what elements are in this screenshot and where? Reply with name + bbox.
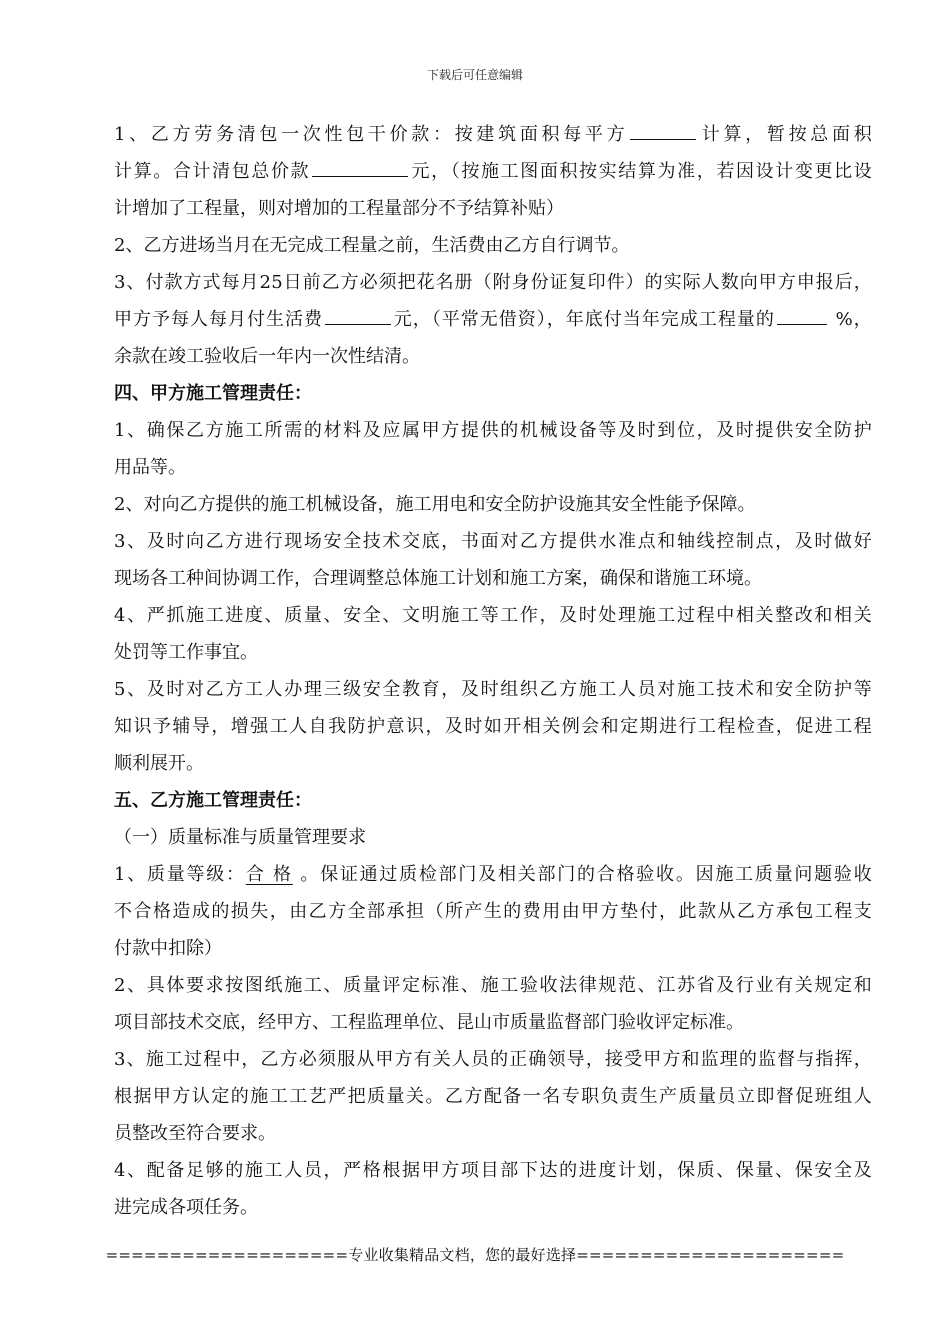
text-segment: 用品等。 [114,457,186,478]
text-segment: 4、配备足够的施工人员，严格根据甲方项目部下达的进度计划，保质、保量、保安全及 [114,1160,872,1181]
text-line [114,708,872,745]
text-line [114,116,872,153]
text-segment: 2、对向乙方提供的施工机械设备，施工用电和安全防护设施其安全性能予保障。 [114,494,756,515]
document-body [114,116,872,1226]
text-segment: 处罚等工作事宜。 [114,642,258,663]
text-segment: 顺利展开。 [114,753,204,774]
text-segment: 4、严抓施工进度、质量、安全、文明施工等工作，及时处理施工过程中相关整改和相关 [114,605,872,626]
text-line [114,1152,872,1189]
text-line [114,819,872,856]
fill-in-blank [777,302,827,325]
text-line [114,1115,872,1152]
text-line [114,1004,872,1041]
text-line [114,671,872,708]
text-line [114,190,872,227]
text-segment: 五、乙方施工管理责任： [114,790,312,811]
text-segment: 。保证通过质检部门及相关部门的合格验收。因施工质量问题验收 [292,864,872,885]
text-segment: 3、施工过程中，乙方必须服从甲方有关人员的正确领导，接受甲方和监理的监督与指挥， [114,1049,872,1070]
text-segment: 根据甲方认定的施工工艺严把质量关。乙方配备一名专职负责生产质量员立即督促班组人 [114,1086,872,1107]
text-line [114,967,872,1004]
text-segment: 付款中扣除） [114,938,222,959]
text-segment: （一）质量标准与质量管理要求 [114,827,366,848]
text-segment: 3、及时向乙方进行现场安全技术交底，书面对乙方提供水准点和轴线控制点，及时做好 [114,531,872,552]
text-segment: 不合格造成的损失，由乙方全部承担（所产生的费用由甲方垫付，此款从乙方承包工程支 [114,901,872,922]
text-segment: 元，（按施工图面积按实结算为准，若因设计变更比设 [410,161,872,182]
text-line [114,486,872,523]
text-line [114,1078,872,1115]
text-segment: 甲方予每人每月付生活费 [114,309,324,330]
text-segment: 1、乙方劳务清包一次性包干价款：按建筑面积每平方 [114,124,629,145]
text-segment: 元，（平常无借资），年底付当年完成工程量的 [393,309,775,330]
text-line [114,301,872,338]
section-heading [114,375,872,412]
text-line [114,338,872,375]
fill-in-blank [312,154,408,177]
text-segment: %， [828,309,872,330]
text-line [114,449,872,486]
text-segment: 四、甲方施工管理责任： [114,383,312,404]
text-line [114,153,872,190]
fill-in-blank [325,302,391,325]
text-line [114,856,872,893]
text-line [114,597,872,634]
text-segment: 5、及时对乙方工人办理三级安全教育，及时组织乙方施工人员对施工技术和安全防护等 [114,679,872,700]
text-line [114,227,872,264]
text-segment: 计算。合计清包总价款 [114,161,311,182]
text-line [114,634,872,671]
header-note: 下载后可任意编辑 [426,68,523,82]
text-line [114,745,872,782]
text-segment: 3、付款方式每月25日前乙方必须把花名册（附身份证复印件）的实际人数向甲方申报后， [114,272,872,293]
text-line [114,264,872,301]
text-segment: 计增加了工程量，则对增加的工程量部分不予结算补贴） [114,198,564,219]
text-segment: 项目部技术交底，经甲方、工程监理单位、昆山市质量监督部门验收评定标准。 [114,1012,744,1033]
text-segment: 余款在竣工验收后一年内一次性结清。 [114,346,420,367]
text-segment: 2、乙方进场当月在无完成工程量之前，生活费由乙方自行调节。 [114,235,630,256]
footer-line: ===================专业收集精品文档，您的最好选择===================== [105,1246,845,1264]
section-heading [114,782,872,819]
text-segment: 现场各工种间协调工作，合理调整总体施工计划和施工方案，确保和谐施工环境。 [114,568,762,589]
fill-in-blank [630,117,696,140]
text-line [114,893,872,930]
text-segment: 1、质量等级： [114,864,246,885]
text-line [114,930,872,967]
text-segment: 进完成各项任务。 [114,1197,258,1218]
text-segment: 员整改至符合要求。 [114,1123,276,1144]
text-segment: 知识予辅导，增强工人自我防护意识，及时如开相关例会和定期进行工程检查，促进工程 [114,716,872,737]
underlined-value: 合 格 [245,864,293,885]
text-segment: 2、具体要求按图纸施工、质量评定标准、施工验收法律规范、江苏省及行业有关规定和 [114,975,872,996]
text-line [114,560,872,597]
text-line [114,1041,872,1078]
text-segment: 1、确保乙方施工所需的材料及应属甲方提供的机械设备等及时到位，及时提供安全防护 [114,420,872,441]
text-segment: 计算，暂按总面积 [698,124,872,145]
text-line [114,412,872,449]
text-line [114,523,872,560]
text-line [114,1189,872,1226]
